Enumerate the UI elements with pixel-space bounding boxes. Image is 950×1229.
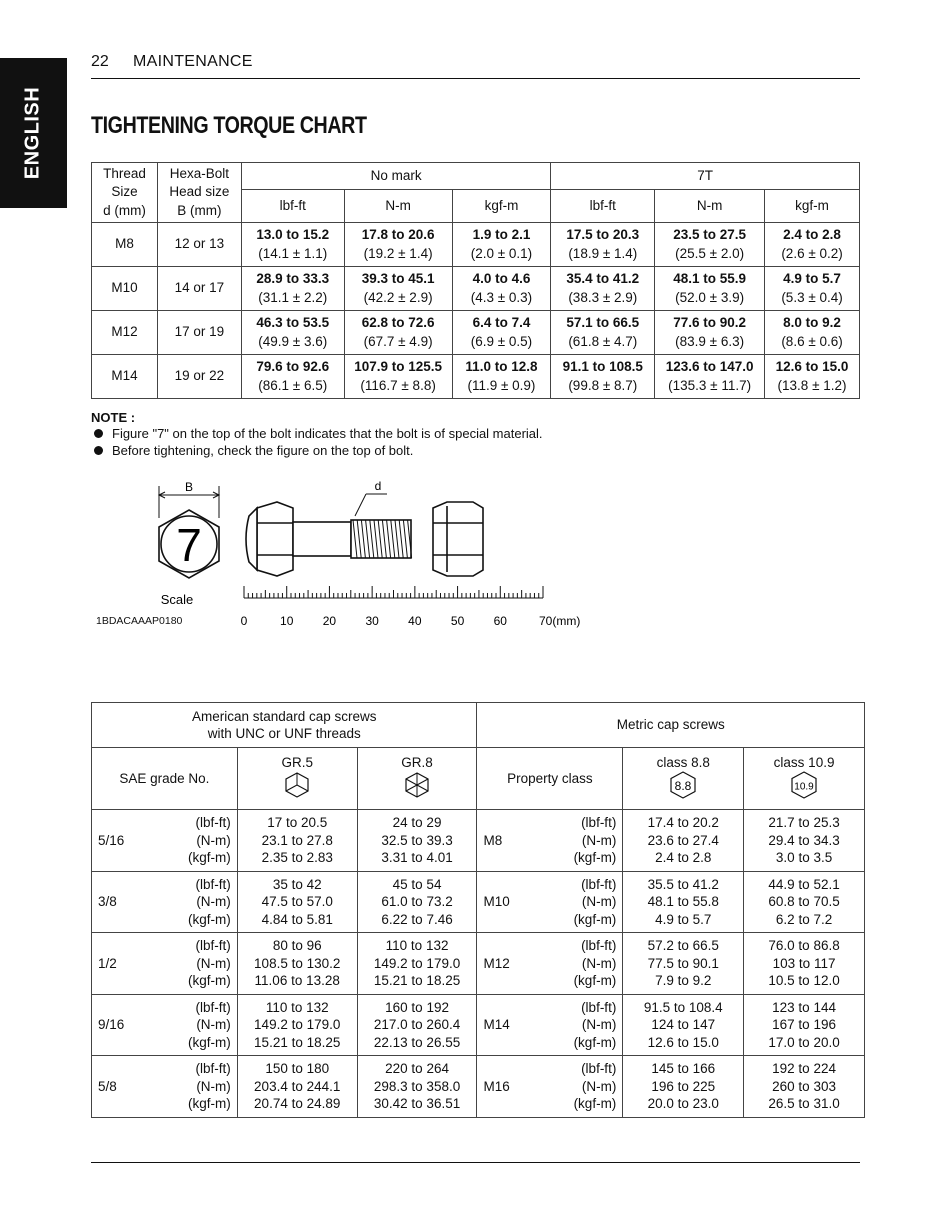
figure-code: 1BDACAAAP0180 — [96, 615, 183, 627]
metric-size-cell: M8 (lbf-ft) (N-m) (kgf-m) — [477, 810, 623, 872]
metric-size-cell: M10 (lbf-ft) (N-m) (kgf-m) — [477, 871, 623, 933]
unit-header: N-m — [344, 190, 452, 223]
torque-cell: 39.3 to 45.1 (42.2 ± 2.9) — [344, 267, 452, 311]
footer-rule — [91, 1162, 860, 1163]
torque-table-metric — [91, 162, 860, 399]
class109-header: class 10.9 10.9 — [744, 748, 865, 810]
gr5-cell: 110 to 132 149.2 to 179.0 15.21 to 18.25 — [237, 994, 357, 1056]
torque-cell: 13.0 to 15.2 (14.1 ± 1.1) — [241, 223, 344, 267]
page-title: TIGHTENING TORQUE CHART — [91, 112, 367, 139]
bolt-mark-7: 7 — [176, 519, 202, 571]
scale-label: Scale — [160, 592, 194, 607]
unit-header: lbf-ft — [241, 190, 344, 223]
scale-tick-label: 40 — [408, 614, 422, 628]
table-row — [92, 871, 865, 933]
unit-header: kgf-m — [452, 190, 551, 223]
property-class-header: Property class — [477, 748, 623, 810]
class88-cell: 57.2 to 66.5 77.5 to 90.1 7.9 to 9.2 — [623, 933, 744, 995]
sae-grade-cell: 9/16 (lbf-ft) (N-m) (kgf-m) — [92, 994, 238, 1056]
scale-tick-label: 50 — [450, 614, 465, 628]
sae-grade-header: SAE grade No. — [92, 748, 238, 810]
no-mark-header: No mark — [241, 163, 551, 190]
7t-header: 7T — [551, 163, 860, 190]
class109-cell: 21.7 to 25.3 29.4 to 34.3 3.0 to 3.5 — [744, 810, 865, 872]
class88-cell: 91.5 to 108.4 124 to 147 12.6 to 15.0 — [623, 994, 744, 1056]
label-b: B — [184, 480, 194, 494]
head-size: 12 or 13 — [157, 223, 241, 267]
head-size: 14 or 17 — [157, 267, 241, 311]
gr8-cell: 24 to 29 32.5 to 39.3 3.31 to 4.01 — [357, 810, 477, 872]
torque-cell: 77.6 to 90.2 (83.9 ± 6.3) — [655, 311, 765, 355]
thread-size: M8 — [92, 223, 158, 267]
language-label: ENGLISH — [21, 86, 44, 180]
class88-cell: 35.5 to 41.2 48.1 to 55.8 4.9 to 5.7 — [623, 871, 744, 933]
gr5-cell: 80 to 96 108.5 to 130.2 11.06 to 13.28 — [237, 933, 357, 995]
class109-cell: 192 to 224 260 to 303 26.5 to 31.0 — [744, 1056, 865, 1118]
thread-size: M10 — [92, 267, 158, 311]
torque-cell: 79.6 to 92.6 (86.1 ± 6.5) — [241, 355, 344, 399]
torque-table-cap-screws — [91, 702, 865, 1118]
torque-cell: 11.0 to 12.8 (11.9 ± 0.9) — [452, 355, 551, 399]
torque-cell: 28.9 to 33.3 (31.1 ± 2.2) — [241, 267, 344, 311]
scale-tick-label: 10 — [280, 614, 294, 628]
class88-cell: 145 to 166 196 to 225 20.0 to 23.0 — [623, 1056, 744, 1118]
table-row — [92, 933, 865, 995]
scale-tick-labels — [241, 614, 581, 628]
sae-grade-cell: 3/8 (lbf-ft) (N-m) (kgf-m) — [92, 871, 238, 933]
metric-size-cell: M16 (lbf-ft) (N-m) (kgf-m) — [477, 1056, 623, 1118]
gr5-cell: 150 to 180 203.4 to 244.1 20.74 to 24.89 — [237, 1056, 357, 1118]
dimension-d — [355, 494, 387, 516]
torque-cell: 2.4 to 2.8 (2.6 ± 0.2) — [765, 223, 860, 267]
class109-mark-icon — [790, 771, 818, 799]
torque-cell: 23.5 to 27.5 (25.5 ± 2.0) — [655, 223, 765, 267]
torque-cell: 91.1 to 108.5 (99.8 ± 8.7) — [551, 355, 655, 399]
thread-size: M12 — [92, 311, 158, 355]
scale-bar — [244, 586, 543, 598]
sae-grade-cell: 5/8 (lbf-ft) (N-m) (kgf-m) — [92, 1056, 238, 1118]
class88-mark-icon — [669, 771, 697, 799]
svg-text:8.8: 8.8 — [674, 779, 692, 793]
page-header — [91, 53, 860, 79]
torque-cell: 48.1 to 55.9 (52.0 ± 3.9) — [655, 267, 765, 311]
class109-cell: 123 to 144 167 to 196 17.0 to 20.0 — [744, 994, 865, 1056]
table-row — [92, 311, 860, 355]
gr5-header: GR.5 — [237, 748, 357, 810]
scale-tick-label: 0 — [240, 614, 248, 628]
gr5-mark-icon — [283, 771, 311, 799]
scale-tick-label: 20 — [322, 614, 337, 628]
table-row — [92, 994, 865, 1056]
american-header: American standard cap screws with UNC or UNF threads — [92, 703, 477, 748]
torque-cell: 62.8 to 72.6 (67.7 ± 4.9) — [344, 311, 452, 355]
torque-cell: 35.4 to 41.2 (38.3 ± 2.9) — [551, 267, 655, 311]
torque-cell: 4.0 to 4.6 (4.3 ± 0.3) — [452, 267, 551, 311]
thread-size: M14 — [92, 355, 158, 399]
class109-cell: 44.9 to 52.1 60.8 to 70.5 6.2 to 7.2 — [744, 871, 865, 933]
gr8-header: GR.8 — [357, 748, 477, 810]
gr8-cell: 160 to 192 217.0 to 260.4 22.13 to 26.55 — [357, 994, 477, 1056]
note-block — [91, 410, 543, 459]
class109-cell: 76.0 to 86.8 103 to 117 10.5 to 12.0 — [744, 933, 865, 995]
gr8-cell: 220 to 264 298.3 to 358.0 30.42 to 36.51 — [357, 1056, 477, 1118]
scale-tick-label: 60 — [493, 614, 507, 628]
gr8-cell: 110 to 132 149.2 to 179.0 15.21 to 18.25 — [357, 933, 477, 995]
torque-cell: 4.9 to 5.7 (5.3 ± 0.4) — [765, 267, 860, 311]
table-row — [92, 355, 860, 399]
gr5-cell: 35 to 42 47.5 to 57.0 4.84 to 5.81 — [237, 871, 357, 933]
bolt-diagram — [91, 478, 601, 633]
nut-side-view — [433, 502, 483, 576]
head-size: 19 or 22 — [157, 355, 241, 399]
class88-header: class 8.8 8.8 — [623, 748, 744, 810]
table-row — [92, 1056, 865, 1118]
torque-cell: 123.6 to 147.0 (135.3 ± 11.7) — [655, 355, 765, 399]
torque-cell: 8.0 to 9.2 (8.6 ± 0.6) — [765, 311, 860, 355]
table-row — [92, 267, 860, 311]
label-d: d — [374, 479, 382, 493]
bolt-side-view — [246, 502, 411, 576]
section-title: MAINTENANCE — [133, 53, 253, 70]
metric-size-cell: M14 (lbf-ft) (N-m) (kgf-m) — [477, 994, 623, 1056]
torque-cell: 17.8 to 20.6 (19.2 ± 1.4) — [344, 223, 452, 267]
thread-size-header: Thread Size d (mm) — [92, 163, 158, 223]
unit-header: kgf-m — [765, 190, 860, 223]
metric-header: Metric cap screws — [477, 703, 865, 748]
torque-cell: 46.3 to 53.5 (49.9 ± 3.6) — [241, 311, 344, 355]
svg-text:10.9: 10.9 — [794, 781, 814, 793]
gr8-cell: 45 to 54 61.0 to 73.2 6.22 to 7.46 — [357, 871, 477, 933]
gr8-mark-icon — [403, 771, 431, 799]
torque-cell: 6.4 to 7.4 (6.9 ± 0.5) — [452, 311, 551, 355]
torque-cell: 57.1 to 66.5 (61.8 ± 4.7) — [551, 311, 655, 355]
note-item: Figure "7" on the top of the bolt indicates that the bolt is of special material. — [91, 425, 543, 442]
table-row — [92, 810, 865, 872]
gr5-cell: 17 to 20.5 23.1 to 27.8 2.35 to 2.83 — [237, 810, 357, 872]
scale-tick-label: 30 — [365, 614, 379, 628]
torque-cell: 1.9 to 2.1 (2.0 ± 0.1) — [452, 223, 551, 267]
class88-cell: 17.4 to 20.2 23.6 to 27.4 2.4 to 2.8 — [623, 810, 744, 872]
head-size: 17 or 19 — [157, 311, 241, 355]
sae-grade-cell: 1/2 (lbf-ft) (N-m) (kgf-m) — [92, 933, 238, 995]
metric-size-cell: M12 (lbf-ft) (N-m) (kgf-m) — [477, 933, 623, 995]
note-list — [91, 425, 543, 459]
note-item: Before tightening, check the figure on the top of bolt. — [91, 442, 543, 459]
torque-cell: 107.9 to 125.5 (116.7 ± 8.8) — [344, 355, 452, 399]
language-side-tab — [0, 58, 67, 208]
sae-grade-cell: 5/16 (lbf-ft) (N-m) (kgf-m) — [92, 810, 238, 872]
torque-cell: 17.5 to 20.3 (18.9 ± 1.4) — [551, 223, 655, 267]
head-size-header: Hexa-Bolt Head size B (mm) — [157, 163, 241, 223]
note-label: NOTE : — [91, 410, 136, 425]
page-number: 22 — [91, 53, 109, 70]
scale-tick-label: 70(mm) — [539, 614, 581, 628]
table-row — [92, 223, 860, 267]
unit-header: lbf-ft — [551, 190, 655, 223]
torque-cell: 12.6 to 15.0 (13.8 ± 1.2) — [765, 355, 860, 399]
unit-header: N-m — [655, 190, 765, 223]
